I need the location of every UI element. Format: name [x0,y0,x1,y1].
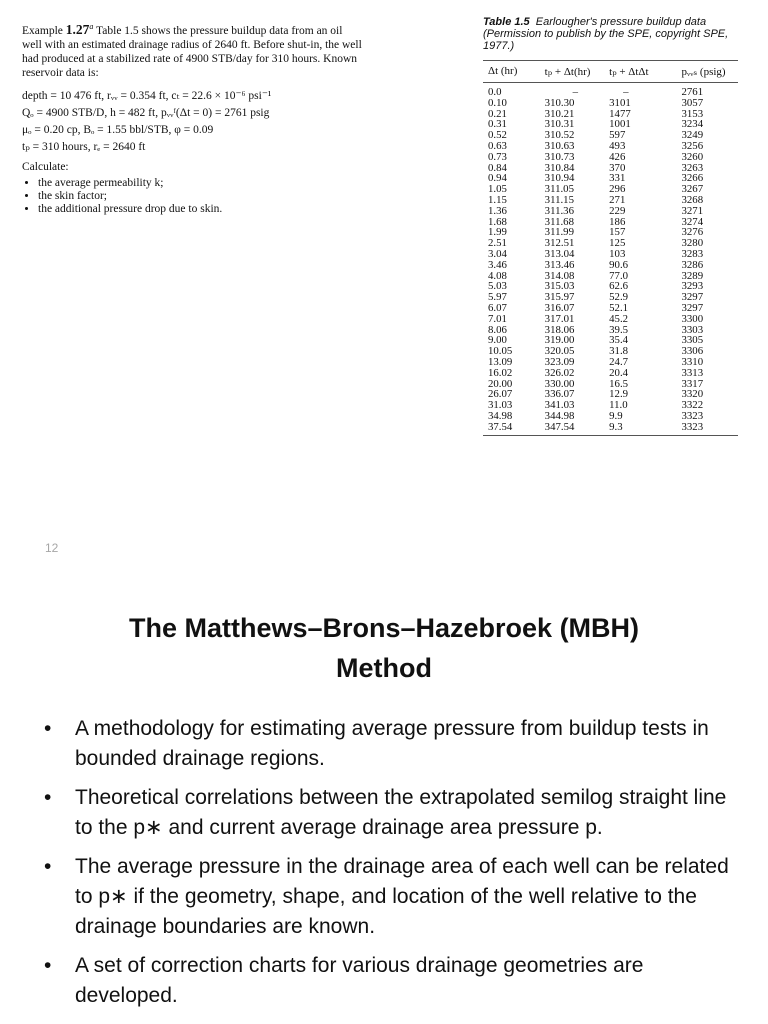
table-cell-value: 336.07 [544,388,575,401]
table-cell-value: 0.10 [488,96,507,109]
table-cell-value: 323.09 [544,355,575,368]
table-cell-value: 125 [609,237,626,250]
table-cell-value: 24.7 [609,355,629,368]
table-cell-value: 3260 [681,150,704,163]
slide-title-line: Method [336,653,432,683]
table-cell-value: 52.1 [609,301,629,314]
example-intro-text: Table 1.5 shows the pressure buildup data from an oil well with an estimated drainage radius of 2640 ft. Before shut-in, the well had produced at a stabilized rate of 4900 STB/day for 310 hours. Known reservoir data is: [22,24,362,79]
table-body [483,83,738,435]
table-cell-value: 9.3 [609,420,623,433]
table-cell-value: 315.03 [544,280,575,293]
table-cell-value: 26.07 [488,388,513,401]
table-cell-value: 3249 [681,129,704,142]
table-cell-value: 62.6 [609,280,629,293]
table-cell [539,422,603,433]
table-cell-value: 20.00 [488,377,513,390]
table-cell-value: 0.0 [488,86,502,98]
table-cell-value: 1.15 [488,193,507,206]
table-cell-value: 311.36 [544,204,574,217]
table-cell [483,422,539,433]
table-cell [603,422,671,433]
table-cell-value: 320.05 [544,345,575,358]
table-cell-value: 318.06 [544,323,575,336]
pressure-buildup-table [483,16,738,436]
table-cell-value: 3320 [681,388,704,401]
table-cell-value: 0.73 [488,150,507,163]
task-list [22,177,362,216]
table-cell-value: 3266 [681,172,704,185]
table-cell-value: 10.05 [488,345,513,358]
task-item: • the additional pressure drop due to skin. [38,203,362,216]
table-cell-value: 0.84 [488,161,507,174]
table-cell-value: 3306 [681,345,704,358]
table-cell-value: 3303 [681,323,704,336]
table-cell-value: 3234 [681,118,704,131]
table-cell-value: 35.4 [609,334,629,347]
table-header-cell: tₚ + ΔtΔt [609,66,649,78]
table-cell-value: – [623,86,629,98]
table-cell-value: 3289 [681,269,704,282]
table-cell-value: 3153 [681,107,704,120]
data-line: μₒ = 0.20 cp, Bₒ = 1.55 bbl/STB, φ = 0.09 [22,123,214,136]
table-cell-value: 3300 [681,312,704,325]
table-cell-value: 3323 [681,409,704,422]
table-cell-value: 1.05 [488,183,507,196]
table-cell-value: 310.94 [544,172,575,185]
table-cell-value: 3317 [681,377,704,390]
table-cell-value: 11.0 [609,399,628,412]
table-cell-value: 316.07 [544,301,575,314]
table-cell-value: 597 [609,129,626,142]
bullet-text: A methodology for estimating average pressure from buildup tests in bounded drainage regions. [75,717,709,770]
table-cell-value: 34.98 [488,409,513,422]
example-number: 1.27 [65,21,90,37]
table-cell-value: 39.5 [609,323,629,336]
table-cell-value: 326.02 [544,366,575,379]
table-cell-value: 1477 [609,107,631,120]
table-cell-value: 3322 [681,399,704,412]
table-cell-value: 310.52 [544,129,575,142]
task-item: • the average permeability k; [38,177,362,190]
table-cell-value: 310.30 [544,96,575,109]
table-cell-value: 77.0 [609,269,629,282]
table-caption [483,16,738,52]
table-cell-value: 3297 [681,301,704,314]
table-cell-value: 296 [609,183,626,196]
table-caption-text: Earlougher's pressure buildup data (Permission to publish by the SPE, copyright SPE, 1977.) [483,16,729,52]
table-cell-value: 45.2 [609,312,629,325]
table-frame [483,60,738,436]
table-cell-value: 6.07 [488,301,507,314]
table-cell-value: 3286 [681,258,704,271]
table-cell-value: 0.94 [488,172,507,185]
table-cell-value: 344.98 [544,409,575,422]
table-row [483,422,738,433]
table-cell-value: 3313 [681,366,704,379]
table-cell-value: 310.73 [544,150,575,163]
table-cell-value: 1.99 [488,226,507,239]
table-header-cell: pᵥᵥₛ (psig) [681,66,726,78]
bullet-dot-icon: • [44,786,52,809]
table-cell-value: 312.51 [544,237,575,250]
table-cell-value: 3271 [681,204,704,217]
table-cell-value: 3297 [681,291,704,304]
table-cell-value: 0.52 [488,129,507,142]
slide-title-line: The Matthews–Brons–Hazebroek (MBH) [128,613,640,643]
table-cell-value: 311.05 [544,183,574,196]
table-cell-value: 311.68 [544,215,574,228]
table-cell-value: 229 [609,204,626,217]
table-cell-value: 1001 [609,118,631,131]
table-cell-value: 3276 [681,226,704,239]
table-cell-value: 3305 [681,334,704,347]
table-cell-value: 3263 [681,161,704,174]
table-cell-value: 3.04 [488,247,507,260]
bullet-item [44,783,744,843]
bullet-dot-icon: • [44,954,52,977]
table-cell-value: 3267 [681,183,704,196]
table-cell-value: 319.00 [544,334,575,347]
table-cell-value: 186 [609,215,626,228]
bullet-item [44,852,744,942]
table-cell-value: 52.9 [609,291,629,304]
table-cell-value: 103 [609,247,626,260]
example-superscript: a [89,22,94,31]
table-cell-value: 12.9 [609,388,629,401]
table-cell-value: 3274 [681,215,704,228]
table-cell-value: 31.03 [488,399,513,412]
table-cell-value: 311.99 [544,226,574,239]
table-cell [672,422,739,433]
table-cell-value: 37.54 [488,420,513,433]
table-header-row [483,61,738,83]
table-cell-value: 1.36 [488,204,507,217]
table-cell-value: 0.63 [488,139,507,152]
table-cell-value: 4.08 [488,269,507,282]
table-cell-value: 3.46 [488,258,507,271]
data-line: tₚ = 310 hours, rₑ = 2640 ft [22,140,146,153]
bullet-text: A set of correction charts for various drainage geometries are developed. [75,954,644,1007]
table-cell-value: 90.6 [609,258,629,271]
table-cell-value: 8.06 [488,323,507,336]
bullet-item [44,951,744,1011]
table-cell-value: 271 [609,193,626,206]
table-cell-value: 370 [609,161,626,174]
table-cell-value: 330.00 [544,377,575,390]
table-cell-value: 3101 [609,96,631,109]
table-cell-value: 3268 [681,193,704,206]
table-cell-value: 3280 [681,237,704,250]
reservoir-data [22,89,362,154]
table-cell-value: 9.00 [488,334,507,347]
table-cell-value: 493 [609,139,626,152]
table-cell-value: 3310 [681,355,704,368]
table-cell-value: 426 [609,150,626,163]
table-cell-value: 310.31 [544,118,575,131]
example-block [22,20,362,216]
table-cell-value: 310.84 [544,161,575,174]
table-cell-value: 311.15 [544,193,574,206]
table-cell-value: 1.68 [488,215,507,228]
table-caption-label: Table 1.5 [483,16,530,28]
table-cell-value: 3293 [681,280,704,293]
task-item: • the skin factor; [38,190,362,203]
table-cell-value: 5.03 [488,280,507,293]
table-cell-value: 2.51 [488,237,507,250]
data-line: depth = 10 476 ft, rᵥᵥ = 0.354 ft, cₜ = 22.6 × 10⁻⁶ psi⁻¹ [22,89,272,102]
table-header-cell: Δt (hr) [488,65,518,77]
table-cell-value: 20.4 [609,366,629,379]
table-cell-value: 347.54 [544,420,575,433]
table-cell-value: 341.03 [544,399,575,412]
slide-title [0,608,768,688]
table-cell-value: 16.5 [609,377,629,390]
table-cell-value: 317.01 [544,312,575,325]
table-cell-value: 5.97 [488,291,507,304]
table-cell-value: – [572,86,579,98]
table-cell-value: 331 [609,172,626,185]
page-number: 12 [45,541,59,555]
table-header-cell: tₚ + Δt(hr) [544,66,591,78]
bullet-list [44,714,744,1011]
data-line: Qₒ = 4900 STB/D, h = 482 ft, pᵥᵥᶠ(Δt = 0) = 2761 psig [22,106,270,119]
example-intro [22,20,362,80]
table-cell-value: 313.46 [544,258,575,271]
table-cell-value: 0.31 [488,118,507,131]
table-cell-value: 3057 [681,96,704,109]
table-cell-value: 157 [609,226,626,239]
example-label: Example [22,24,63,37]
calculate-label: Calculate: [22,160,69,173]
table-cell-value: 315.97 [544,291,575,304]
table-cell-value: 13.09 [488,355,513,368]
bullet-text: Theoretical correlations between the extrapolated semilog straight line to the p∗ and current average drainage area pressure p. [75,786,727,839]
bullet-item [44,714,744,774]
table-cell-value: 16.02 [488,366,513,379]
table-cell-value: 3283 [681,247,704,260]
bullet-dot-icon: • [44,855,52,878]
table-cell-value: 31.8 [609,345,629,358]
table-cell-value: 310.63 [544,139,575,152]
table-cell-value: 3323 [681,420,704,433]
bullet-dot-icon: • [44,717,52,740]
table-cell-value: 314.08 [544,269,575,282]
bullet-text: The average pressure in the drainage area of each well can be related to p∗ if the geometry, shape, and location of the well relative to the drainage boundaries are known. [75,855,729,938]
table-cell-value: 0.21 [488,107,507,120]
table-cell-value: 7.01 [488,312,507,325]
table-cell-value: 310.21 [544,107,575,120]
table-cell-value: 3256 [681,139,704,152]
table-cell-value: 9.9 [609,409,623,422]
table-cell-value: 2761 [681,86,704,98]
table-cell-value: 313.04 [544,247,575,260]
